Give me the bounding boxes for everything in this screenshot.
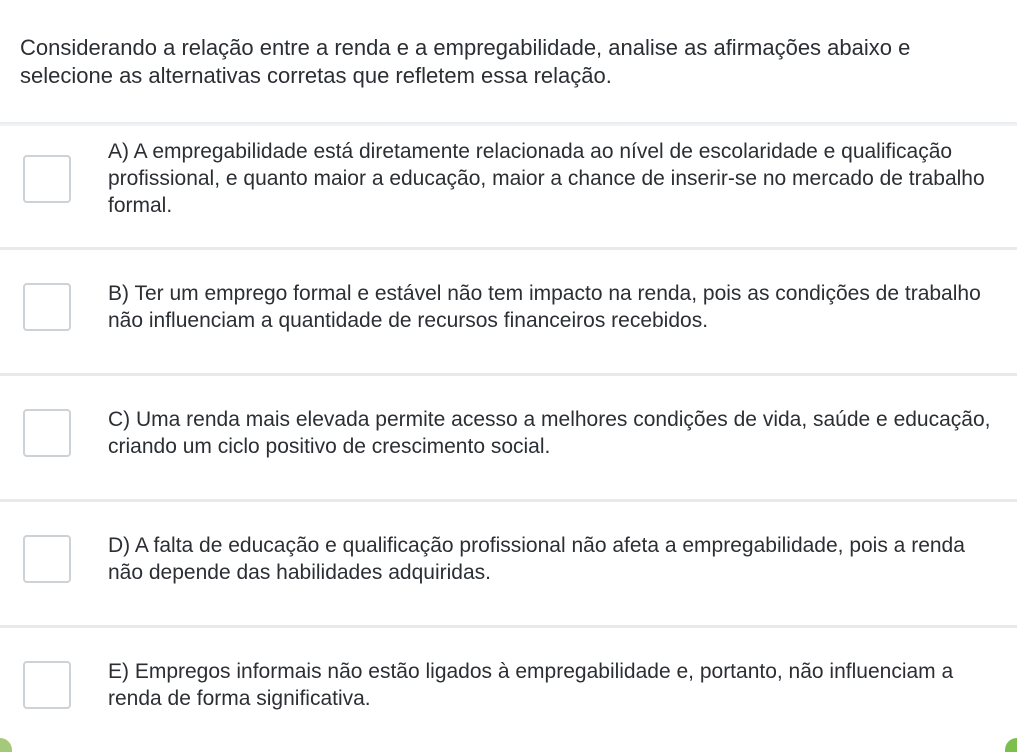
- checkbox-d[interactable]: [23, 535, 71, 583]
- option-a[interactable]: [0, 124, 1017, 250]
- options-list: [0, 124, 1017, 728]
- green-accent-left: [0, 738, 12, 752]
- checkbox-c[interactable]: [23, 409, 71, 457]
- option-d-label[interactable]: D) A falta de educação e qualificação profissional não afeta a empregabilidade, pois a renda não depende das habilidades adquiridas.: [108, 534, 965, 584]
- question-text: Considerando a relação entre a renda e a empregabilidade, analise as afirmações abaixo e selecione as alternativas corretas que refletem essa relação.: [20, 35, 911, 88]
- option-b-label[interactable]: B) Ter um emprego formal e estável não tem impacto na renda, pois as condições de trabalho não influenciam a quantidade de recursos financeiros recebidos.: [108, 282, 981, 332]
- checkbox-a[interactable]: [23, 155, 71, 203]
- green-accent-right: [1005, 738, 1017, 752]
- option-b[interactable]: [0, 250, 1017, 376]
- option-c[interactable]: [0, 376, 1017, 502]
- option-e[interactable]: [0, 628, 1017, 728]
- checkbox-b[interactable]: [23, 283, 71, 331]
- option-d[interactable]: [0, 502, 1017, 628]
- option-e-label[interactable]: E) Empregos informais não estão ligados à empregabilidade e, portanto, não influenciam a renda de forma significativa.: [108, 660, 954, 710]
- option-a-label[interactable]: A) A empregabilidade está diretamente relacionada ao nível de escolaridade e qualificação profissional, e quanto maior a educação, maior a chance de inserir-se no mercado de trabalho formal.: [108, 140, 985, 217]
- option-c-label[interactable]: C) Uma renda mais elevada permite acesso a melhores condições de vida, saúde e educação, criando um ciclo positivo de crescimento social.: [108, 408, 991, 458]
- checkbox-e[interactable]: [23, 661, 71, 709]
